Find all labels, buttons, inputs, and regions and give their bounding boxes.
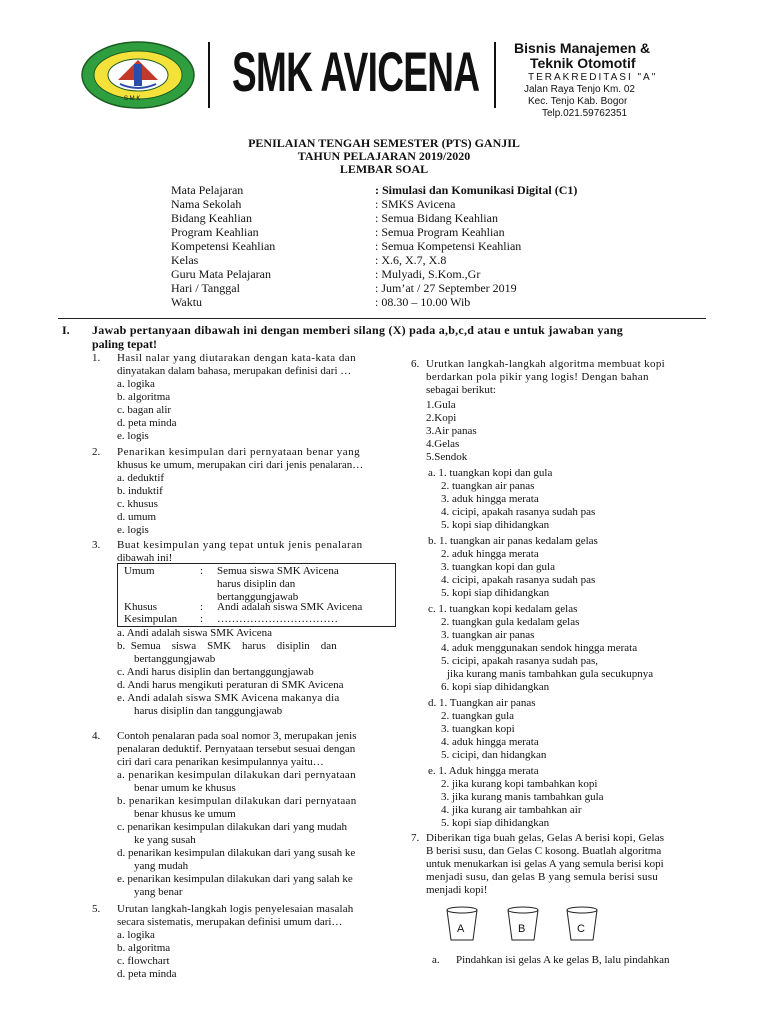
option-step: 4. jika kurang air tambahkan air bbox=[441, 804, 582, 816]
option[interactable]: d. 1. Tuangkan air panas bbox=[428, 697, 536, 709]
info-label: Nama Sekolah bbox=[171, 197, 242, 211]
question-number: 6. bbox=[411, 358, 420, 370]
school-name: SMK AVICENA bbox=[232, 40, 480, 103]
option-cont: benar umum ke khusus bbox=[134, 782, 236, 794]
question-text: dinyatakan dalam bahasa, merupakan definisi dari … bbox=[117, 365, 352, 377]
question-text: khusus ke umum, merupakan ciri dari jenis penalaran… bbox=[117, 459, 364, 471]
accreditation: TERAKREDITASI "A" bbox=[528, 72, 658, 83]
question-number: 7. bbox=[411, 832, 420, 844]
option[interactable]: c. khusus bbox=[117, 498, 158, 510]
question-text: menjadi susu, dan gelas B yang semula berisi susu bbox=[426, 871, 658, 883]
info-value: : X.6, X.7, X.8 bbox=[375, 253, 447, 267]
option-step: 5. kopi siap dihidangkan bbox=[441, 519, 550, 531]
option-step: 2. jika kurang kopi tambahkan kopi bbox=[441, 778, 598, 790]
address-line-1: Jalan Raya Tenjo Km. 02 bbox=[524, 84, 635, 95]
option-step: 5. cicipi, dan hidangkan bbox=[441, 749, 547, 761]
question-text: menjadi kopi! bbox=[426, 884, 488, 896]
sheet-title: LEMBAR SOAL bbox=[339, 162, 429, 176]
box-value-kesimpulan: …………………………… bbox=[217, 613, 338, 625]
option[interactable]: e. 1. Aduk hingga merata bbox=[428, 765, 539, 777]
option[interactable]: b. algoritma bbox=[117, 391, 171, 403]
option-step: 6. kopi siap dihidangkan bbox=[441, 681, 550, 693]
answer-text: Pindahkan isi gelas A ke gelas B, lalu pindahkan bbox=[456, 954, 670, 966]
option-cont: yang benar bbox=[134, 886, 183, 898]
question-text: dibawah ini! bbox=[117, 552, 173, 564]
section-number: I. bbox=[62, 323, 70, 337]
option-step: 2. aduk hingga merata bbox=[441, 548, 539, 560]
option[interactable]: a. penarikan kesimpulan dilakukan dari pernyataan bbox=[117, 769, 356, 781]
box-separator: : bbox=[200, 601, 204, 613]
option[interactable]: d. Andi harus mengikuti peraturan di SMK Avicena bbox=[117, 679, 344, 691]
option[interactable]: a. logika bbox=[117, 929, 155, 941]
question-text: Buat kesimpulan yang tepat untuk jenis penalaran bbox=[117, 539, 363, 551]
option-cont: bertanggungjawab bbox=[134, 653, 216, 665]
info-value: : Semua Bidang Keahlian bbox=[375, 211, 498, 225]
box-separator: : bbox=[200, 565, 204, 577]
question-text: secara sistematis, merupakan definisi umum dari… bbox=[117, 916, 343, 928]
question-text: penalaran deduktif. Pernyataan tersebut sesuai dengan bbox=[117, 743, 356, 755]
answer-letter: a. bbox=[432, 954, 440, 966]
option[interactable]: a. Andi adalah siswa SMK Avicena bbox=[117, 627, 272, 639]
option[interactable]: b. 1. tuangkan air panas kedalam gelas bbox=[428, 535, 598, 547]
question-text: Hasil nalar yang diutarakan dengan kata-kata dan bbox=[117, 352, 357, 364]
info-label: Waktu bbox=[171, 295, 203, 309]
question-number: 1. bbox=[92, 352, 101, 364]
option[interactable]: e. logis bbox=[117, 430, 149, 442]
info-value: : Simulasi dan Komunikasi Digital (C1) bbox=[375, 183, 578, 197]
option[interactable]: b. penarikan kesimpulan dilakukan dari pernyataan bbox=[117, 795, 357, 807]
info-label: Kompetensi Keahlian bbox=[171, 239, 276, 253]
question-text: berdarkan pola pikir yang logis! Dengan bahan bbox=[426, 371, 649, 383]
ingredient-item: 4.Gelas bbox=[426, 438, 460, 450]
question-text: Penarikan kesimpulan dari pernyataan benar yang bbox=[117, 446, 361, 458]
info-value: : 08.30 – 10.00 Wib bbox=[375, 295, 471, 309]
header-rule bbox=[58, 318, 706, 319]
info-label: Guru Mata Pelajaran bbox=[171, 267, 271, 281]
phone: Telp.021.59762351 bbox=[542, 108, 628, 119]
option[interactable]: c. 1. tuangkan kopi kedalam gelas bbox=[428, 603, 578, 615]
option[interactable]: c. penarikan kesimpulan dilakukan dari yang mudah bbox=[117, 821, 348, 833]
box-label-khusus: Khusus bbox=[124, 601, 158, 613]
box-value-khusus: Andi adalah siswa SMK Avicena bbox=[217, 601, 363, 613]
glass-label: B bbox=[518, 923, 526, 935]
option-step: jika kurang manis tambahkan gula secukupnya bbox=[447, 668, 654, 680]
ingredient-item: 1.Gula bbox=[426, 399, 456, 411]
option[interactable]: c. bagan alir bbox=[117, 404, 172, 416]
info-label: Mata Pelajaran bbox=[171, 183, 244, 197]
option-step: 4. cicipi, apakah rasanya sudah pas bbox=[441, 574, 596, 586]
option[interactable]: e. penarikan kesimpulan dilakukan dari yang salah ke bbox=[117, 873, 353, 885]
question-number: 5. bbox=[92, 903, 101, 915]
ingredient-item: 5.Sendok bbox=[426, 451, 468, 463]
info-value: : SMKS Avicena bbox=[375, 197, 456, 211]
option-cont: yang mudah bbox=[134, 860, 189, 872]
info-value: : Jum’at / 27 September 2019 bbox=[375, 281, 517, 295]
exam-title: PENILAIAN TENGAH SEMESTER (PTS) GANJIL bbox=[248, 136, 520, 150]
department-line-1: Bisnis Manajemen & bbox=[514, 40, 651, 56]
option-step: 4. cicipi, apakah rasanya sudah pas bbox=[441, 506, 596, 518]
question-number: 2. bbox=[92, 446, 101, 458]
box-value-umum: bertanggungjawab bbox=[217, 591, 299, 603]
info-label: Bidang Keahlian bbox=[171, 211, 252, 225]
option-step: 5. cicipi, apakah rasanya sudah pas, bbox=[441, 655, 598, 667]
option-cont: benar khusus ke umum bbox=[134, 808, 236, 820]
option-step: 3. tuangkan kopi dan gula bbox=[441, 561, 555, 573]
box-value-umum: Semua siswa SMK Avicena bbox=[217, 565, 339, 577]
option-step: 3. tuangkan kopi bbox=[441, 723, 515, 735]
glass-label: C bbox=[577, 923, 585, 935]
option-step: 3. tuangkan air panas bbox=[441, 629, 535, 641]
option[interactable]: a. deduktif bbox=[117, 472, 165, 484]
header-divider-right bbox=[494, 42, 496, 108]
info-value: : Semua Program Keahlian bbox=[375, 225, 505, 239]
section-instruction-cont: paling tepat! bbox=[92, 337, 158, 351]
option[interactable]: b. Semua siswa SMK harus disiplin dan bbox=[117, 640, 337, 652]
option[interactable]: d. umum bbox=[117, 511, 157, 523]
info-label: Hari / Tanggal bbox=[171, 281, 240, 295]
option[interactable]: c. flowchart bbox=[117, 955, 170, 967]
option-step: 2. tuangkan gula bbox=[441, 710, 515, 722]
question-number: 3. bbox=[92, 539, 101, 551]
option[interactable]: a. logika bbox=[117, 378, 155, 390]
question-text: Diberikan tiga buah gelas, Gelas A berisi kopi, Gelas bbox=[426, 832, 665, 844]
department-line-2: Teknik Otomotif bbox=[530, 55, 636, 71]
ingredient-item: 3.Air panas bbox=[426, 425, 477, 437]
section-instruction: Jawab pertanyaan dibawah ini dengan memberi silang (X) pada a,b,c,d atau e untuk jawaban yang bbox=[92, 323, 624, 337]
academic-year: TAHUN PELAJARAN 2019/2020 bbox=[297, 149, 471, 163]
question-text: B berisi susu, dan Gelas C kosong. Buatlah algoritma bbox=[426, 845, 662, 857]
option[interactable]: e. logis bbox=[117, 524, 149, 536]
option-step: 2. tuangkan gula kedalam gelas bbox=[441, 616, 580, 628]
box-label-kesimpulan: Kesimpulan bbox=[124, 613, 178, 625]
option-step: 2. tuangkan air panas bbox=[441, 480, 535, 492]
ingredient-item: 2.Kopi bbox=[426, 412, 457, 424]
question-number: 4. bbox=[92, 730, 101, 742]
option-step: 3. jika kurang manis tambahkan gula bbox=[441, 791, 604, 803]
option-step: 4. aduk hingga merata bbox=[441, 736, 539, 748]
question-text: ciri dari cara penarikan kesimpulannya yaitu… bbox=[117, 756, 324, 768]
info-value: : Mulyadi, S.Kom.,Gr bbox=[375, 267, 481, 281]
question-text: sebagai berikut: bbox=[426, 384, 496, 396]
address-line-2: Kec. Tenjo Kab. Bogor bbox=[528, 96, 628, 107]
question-text: Contoh penalaran pada soal nomor 3, merupakan jenis bbox=[117, 730, 357, 742]
option-step: 5. kopi siap dihidangkan bbox=[441, 587, 550, 599]
glass-label: A bbox=[457, 923, 465, 935]
info-value: : Semua Kompetensi Keahlian bbox=[375, 239, 522, 253]
option[interactable]: a. 1. tuangkan kopi dan gula bbox=[428, 467, 553, 479]
box-value-umum: harus disiplin dan bbox=[217, 578, 296, 590]
option[interactable]: b. algoritma bbox=[117, 942, 171, 954]
info-label: Program Keahlian bbox=[171, 225, 259, 239]
option-step: 5. kopi siap dihidangkan bbox=[441, 817, 550, 829]
option[interactable]: b. induktif bbox=[117, 485, 163, 497]
option-cont: harus disiplin dan tanggungjawab bbox=[134, 705, 283, 717]
box-label-umum: Umum bbox=[124, 565, 155, 577]
info-label: Kelas bbox=[171, 253, 199, 267]
option-step: 3. aduk hingga merata bbox=[441, 493, 539, 505]
option[interactable]: d. peta minda bbox=[117, 417, 177, 429]
question-text: untuk menukarkan isi gelas A yang semula berisi kopi bbox=[426, 858, 664, 870]
question-text: Urutkan langkah-langkah algoritma membuat kopi bbox=[426, 358, 666, 370]
option-step: 4. aduk menggunakan sendok hingga merata bbox=[441, 642, 638, 654]
option[interactable]: d. penarikan kesimpulan dilakukan dari yang susah ke bbox=[117, 847, 356, 859]
option[interactable]: e. Andi adalah siswa SMK Avicena makanya dia bbox=[117, 692, 340, 704]
logo-letters: S M K bbox=[124, 96, 141, 102]
question-text: Urutan langkah-langkah logis penyelesaian masalah bbox=[117, 903, 354, 915]
option[interactable]: c. Andi harus disiplin dan bertanggungjawab bbox=[117, 666, 314, 678]
header-divider-left bbox=[208, 42, 210, 108]
option[interactable]: d. peta minda bbox=[117, 968, 177, 980]
option-cont: ke yang susah bbox=[134, 834, 196, 846]
box-separator: : bbox=[200, 613, 204, 625]
